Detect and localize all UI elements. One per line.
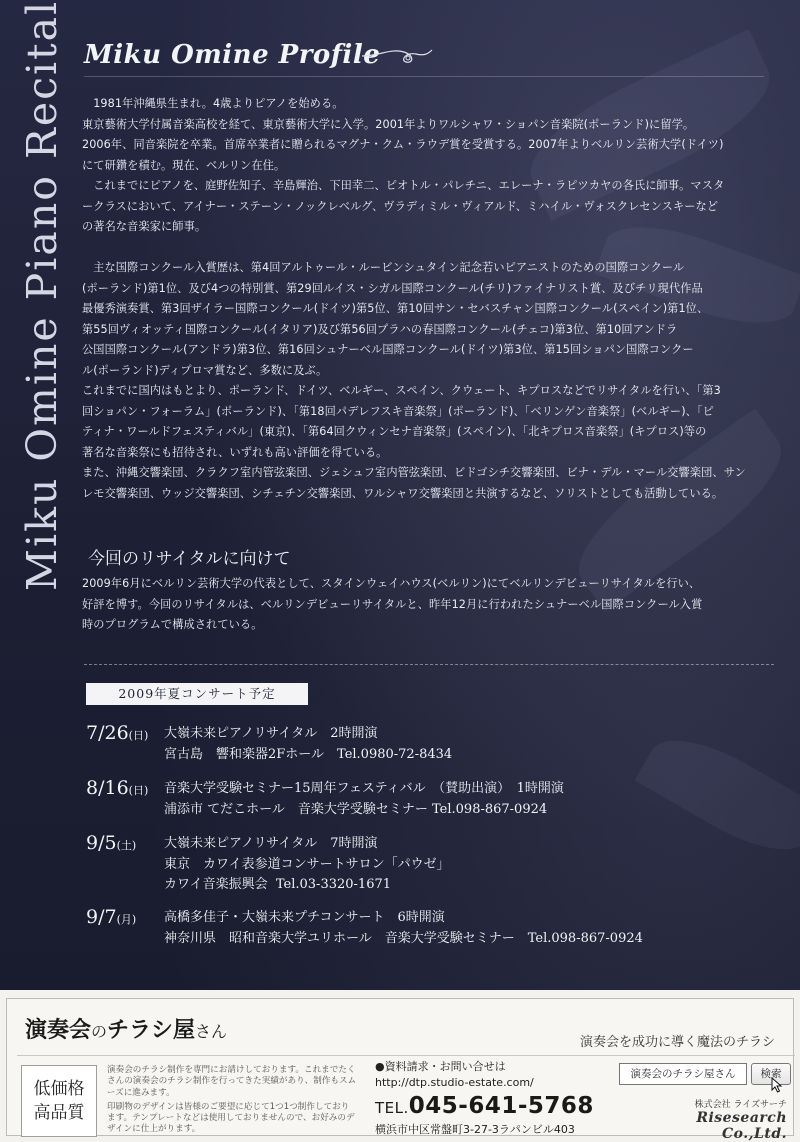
event-line: 大嶺未来ピアノリサイタル 2時開演 — [164, 726, 378, 741]
request-label: ●資料請求・お問い合せは — [375, 1060, 506, 1073]
event-line: 高橋多佳子・大嶺未来プチコンサート 6時開演 — [164, 910, 445, 925]
schedule-title: 2009年夏コンサート予定 — [86, 683, 308, 705]
event-line: 宮古島 響和楽器2Fホール Tel.0980-72-8434 — [164, 746, 453, 762]
event-line: 大嶺未来ピアノリサイタル 7時開演 — [164, 836, 378, 851]
vertical-title: Miku Omine Piano Recital — [18, 0, 66, 592]
profile-paragraph-1: 1981年沖縄県生まれ。4歳よりピアノを始める。 東京藝術大学付属音楽高校を経て、東京藝術大学に入学。2001年よりワルシャワ・ショパン音楽院(ポーランド)に留学。 2006年、同音楽院を卒業。首席卒業者に贈られるマグナ・クム・ラウデ賞を受賞する。2007年よりベルリン芸術大学(ドイツ) にて研鑽を積む。現在、ベルリン在住。 これまでにピアノを、庭野佐知子、辛島輝治、下田幸二、ピオトル・パレチニ、エレーナ・ラピツカヤの各氏に師事。マスタ ークラスにおいて、アイナー・ステーン・ノックレベルグ、ヴラディミル・ヴィアルド、ミハイル・ヴォスクレセンスキーなど の著名な音楽家に師事。 — [82, 97, 725, 233]
event-date: 9/5(土) — [86, 832, 137, 854]
ad-divider — [17, 1055, 795, 1056]
profile-title: Miku Omine Profile — [84, 40, 381, 70]
event-line: 音楽大学受験セミナー15周年フェスティバル （賛助出演） 1時開演 — [164, 781, 564, 796]
ornament-swirl-icon — [360, 44, 434, 66]
cursor-arrow-icon — [771, 1077, 783, 1093]
ad-description: 演奏会のチラシ制作を専門にお請けしております。これまでたくさんの演奏会のチラシ制作を行ってきた実績があり、制作もスムーズに進みます。 印刷物のデザインは皆様のご要望に応じて1つ1つ制作しております。テンプレートなどは使用しておりませんので、お好みのデザインに仕上がります。 — [107, 1065, 357, 1135]
event-line: カワイ音楽振興会 Tel.03-3320-1671 — [164, 877, 392, 892]
recital-heading: 今回のリサイタルに向けて — [88, 549, 291, 569]
website-link[interactable]: http://dtp.studio-estate.com/ — [375, 1076, 534, 1089]
advertisement-banner — [0, 990, 800, 1142]
ad-tagline: 演奏会を成功に導く魔法のチラシ — [579, 1035, 775, 1050]
phone-number: TEL.045-641-5768 — [375, 1093, 594, 1119]
search-input[interactable]: 演奏会のチラシ屋さん — [619, 1063, 747, 1085]
ad-frame — [6, 998, 794, 1142]
recital-paragraph: 2009年6月にベルリン芸術大学の代表として、スタインウェイハウス(ベルリン)にてベルリンデビューリサイタルを行い、 好評を博す。今回のリサイタルは、ベルリンデビューリサイタルと、昨年12月に行われたシュナーベル国際コンクール入賞 時のプログラムで構成されている。 — [82, 577, 703, 631]
event-line: 東京 カワイ表参道コンサートサロン「パウゼ」 — [164, 856, 450, 872]
event-date: 9/7(月) — [86, 906, 137, 928]
feature-badge: 低価格 高品質 — [21, 1065, 97, 1137]
title-underline — [84, 76, 764, 77]
event-date: 7/26(日) — [86, 722, 149, 744]
profile-paragraph-2: 主な国際コンクール入賞歴は、第4回アルトゥール・ルービンシュタイン記念若いピアニストのための国際コンクール (ポーランド)第1位、及び4つの特別賞、第29回ルイス・シガル国際コンクール(チリ)ファイナリスト賞、及びチリ現代作品 最優秀演奏賞、第3回ザイラー国際コンクール(ドイツ)第5位、第10回サン・セバスチャン国際コンクール(スペイン)第1位、 第55回ヴィオッティ国際コンクール(イタリア)及び第56回プラハの春国際コンクール(チェコ)第3位、第10回アンドラ 公国国際コンクール(アンドラ)第3位、第16回シュナーベル国際コンクール(ドイツ)第3位、第15回ショパン国際コンクー ル(ポーランド)ディプロマ賞など、多数に及ぶ。 — [82, 261, 709, 377]
event-line: 浦添市 てだこホール 音楽大学受験セミナー Tel.098-867-0924 — [164, 801, 548, 817]
event-line: 神奈川県 昭和音楽大学ユリホール 音楽大学受験セミナー Tel.098-867-0924 — [164, 930, 643, 946]
event-date: 8/16(日) — [86, 777, 149, 799]
company-logo: 株式会社 ライズサーチ Risesearch Co.,Ltd. — [694, 1100, 787, 1142]
ad-brand: 演奏会のチラシ屋さん — [25, 1017, 228, 1043]
profile-paragraph-3: これまでに国内はもとより、ポーランド、ドイツ、ベルギー、スペイン、クウェート、キプロスなどでリサイタルを行い、「第3 回ショパン・フォーラム」(ポーランド)、「第18回パデレフスキ音楽祭」(ポーランド)、「ベリンゲン音楽祭」(ベルギー)、「ピ ティナ・ワールドフェスティバル」(東京)、「第64回クウィンセナ音楽祭」(スペイン)、「北キプロス音楽祭」(キプロス)等の 著名な音楽祭にも招待され、いずれも高い評価を得ている。 また、沖縄交響楽団、クラクフ室内管弦楽団、ジェシュフ室内管弦楽団、ビドゴシチ交響楽団、ビナ・デル・マール交響楽団、サン レモ交響楽団、ウッジ交響楽団、シチェチン交響楽団、ワルシャワ交響楽団と共演するなど、ソリストとしても活動している。 — [82, 384, 746, 500]
address: 横浜市中区常盤町3-27-3ラパンビル403 — [375, 1123, 575, 1136]
leaf-decoration — [635, 720, 800, 871]
ad-contact — [375, 1059, 625, 1137]
section-divider — [84, 664, 774, 665]
search-button[interactable]: 検索 — [751, 1063, 791, 1085]
